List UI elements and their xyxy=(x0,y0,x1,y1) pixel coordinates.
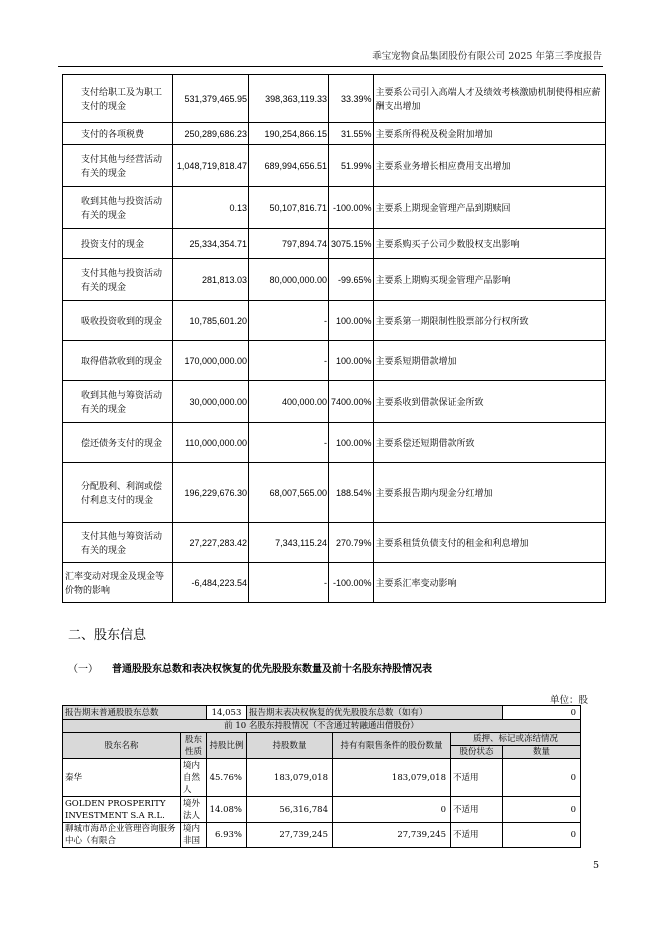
cashflow-change-table xyxy=(62,74,606,603)
cashflow-current: 196,229,676.30 xyxy=(173,463,249,523)
holder-ratio: 14.08% xyxy=(207,797,247,823)
holder-nature: 境外法人 xyxy=(181,797,207,823)
cashflow-reason: 主要系租赁负债支付的租金和利息增加 xyxy=(373,523,605,563)
holder-ratio: 6.93% xyxy=(207,823,247,848)
cashflow-change: -100.00% xyxy=(329,187,374,229)
holder-qty: 56,316,784 xyxy=(247,797,333,823)
cashflow-current: 30,000,000.00 xyxy=(173,381,249,423)
cashflow-prior: 689,994,656.51 xyxy=(249,145,329,187)
cashflow-item-name: 支付其他与筹资活动有关的现金 xyxy=(63,523,173,563)
cashflow-change: 100.00% xyxy=(329,423,374,463)
cashflow-change: 33.39% xyxy=(329,75,374,123)
table-row xyxy=(63,229,606,259)
cashflow-prior: 398,363,119.33 xyxy=(249,75,329,123)
shareholder-table xyxy=(62,705,581,848)
subsection-title xyxy=(68,660,432,675)
col-header-name: 股东名称 xyxy=(63,733,181,759)
cashflow-current: 250,289,686.23 xyxy=(173,123,249,145)
subsection-label: （一） xyxy=(68,664,98,675)
page-number: 5 xyxy=(593,860,600,871)
table-row xyxy=(63,75,606,123)
cashflow-current: 281,813.03 xyxy=(173,259,249,301)
cashflow-item-name: 支付其他与经营活动有关的现金 xyxy=(63,145,173,187)
cashflow-item-name: 分配股利、利润或偿付利息支付的现金 xyxy=(63,463,173,523)
col-header-pledge: 质押、标记或冻结情况 xyxy=(451,733,581,746)
holder-count: 0 xyxy=(503,797,581,823)
cashflow-change: -99.65% xyxy=(329,259,374,301)
page-header-title: 乖宝宠物食品集团股份有限公司 2025 年第三季度报告 xyxy=(372,51,602,62)
holder-nature: 境内非国 xyxy=(181,823,207,848)
table-row xyxy=(63,463,606,523)
holder-nature: 境内自然人 xyxy=(181,759,207,797)
cashflow-current: 110,000,000.00 xyxy=(173,423,249,463)
table-row xyxy=(63,523,606,563)
holder-status: 不适用 xyxy=(451,759,503,797)
holder-restricted: 0 xyxy=(333,797,451,823)
cashflow-change: 100.00% xyxy=(329,301,374,341)
cashflow-prior: - xyxy=(249,341,329,381)
col-header-qty: 持股数量 xyxy=(247,733,333,759)
cashflow-change: 188.54% xyxy=(329,463,374,523)
table-row xyxy=(63,823,581,848)
table-row xyxy=(63,381,606,423)
holder-restricted: 183,079,018 xyxy=(333,759,451,797)
cashflow-item-name: 吸收投资收到的现金 xyxy=(63,301,173,341)
cashflow-prior: - xyxy=(249,301,329,341)
cashflow-prior: 68,007,565.00 xyxy=(249,463,329,523)
cashflow-change: 31.55% xyxy=(329,123,374,145)
cashflow-change: 3075.15% xyxy=(329,229,374,259)
cashflow-prior: 190,254,866.15 xyxy=(249,123,329,145)
table-row xyxy=(63,187,606,229)
total-holders-label: 报告期末普通股股东总数 xyxy=(63,706,207,720)
col-header-restricted: 持有有限售条件的股份数量 xyxy=(333,733,451,759)
table-row xyxy=(63,797,581,823)
cashflow-current: 170,000,000.00 xyxy=(173,341,249,381)
cashflow-reason: 主要系所得税及税金附加增加 xyxy=(373,123,605,145)
table-row xyxy=(63,423,606,463)
holder-status: 不适用 xyxy=(451,797,503,823)
cashflow-change: -100.00% xyxy=(329,563,374,603)
cashflow-prior: 50,107,816.71 xyxy=(249,187,329,229)
cashflow-current: 0.13 xyxy=(173,187,249,229)
cashflow-item-name: 收到其他与投资活动有关的现金 xyxy=(63,187,173,229)
header-rule xyxy=(58,66,603,67)
cashflow-reason: 主要系上期购买现金管理产品影响 xyxy=(373,259,605,301)
cashflow-item-name: 支付其他与投资活动有关的现金 xyxy=(63,259,173,301)
cashflow-reason: 主要系购买子公司少数股权支出影响 xyxy=(373,229,605,259)
cashflow-reason: 主要系汇率变动影响 xyxy=(373,563,605,603)
cashflow-current: 27,227,283.42 xyxy=(173,523,249,563)
cashflow-change: 270.79% xyxy=(329,523,374,563)
cashflow-prior: - xyxy=(249,563,329,603)
holder-name: 聊城市海昂企业管理咨询服务中心（有限合 xyxy=(63,823,181,848)
cashflow-item-name: 支付的各项税费 xyxy=(63,123,173,145)
pref-holders-label: 报告期末表决权恢复的优先股股东总数（如有） xyxy=(247,706,503,720)
cashflow-current: -6,484,223.54 xyxy=(173,563,249,603)
cashflow-item-name: 收到其他与筹资活动有关的现金 xyxy=(63,381,173,423)
cashflow-reason: 主要系偿还短期借款所致 xyxy=(373,423,605,463)
col-header-ratio: 持股比例 xyxy=(207,733,247,759)
cashflow-prior: 80,000,000.00 xyxy=(249,259,329,301)
holder-restricted: 27,739,245 xyxy=(333,823,451,848)
table-row xyxy=(63,759,581,797)
subsection-text: 普通股股东总数和表决权恢复的优先股股东数量及前十名股东持股情况表 xyxy=(112,664,432,675)
pref-holders-value: 0 xyxy=(503,706,581,720)
cashflow-prior: - xyxy=(249,423,329,463)
table-row xyxy=(63,720,581,733)
col-header-count: 数量 xyxy=(503,746,581,759)
cashflow-reason: 主要系上期现金管理产品到期赎回 xyxy=(373,187,605,229)
table-row xyxy=(63,341,606,381)
cashflow-change: 7400.00% xyxy=(329,381,374,423)
cashflow-reason: 主要系收到借款保证金所致 xyxy=(373,381,605,423)
cashflow-current: 10,785,601.20 xyxy=(173,301,249,341)
cashflow-current: 531,379,465.95 xyxy=(173,75,249,123)
holder-ratio: 45.76% xyxy=(207,759,247,797)
holder-qty: 27,739,245 xyxy=(247,823,333,848)
table-header-row xyxy=(63,733,581,746)
cashflow-change: 51.99% xyxy=(329,145,374,187)
holder-count: 0 xyxy=(503,759,581,797)
table-row xyxy=(63,259,606,301)
cashflow-reason: 主要系第一期限制性股票部分行权所致 xyxy=(373,301,605,341)
holder-qty: 183,079,018 xyxy=(247,759,333,797)
holder-count: 0 xyxy=(503,823,581,848)
section-title: 二、股东信息 xyxy=(68,628,147,643)
cashflow-reason: 主要系短期借款增加 xyxy=(373,341,605,381)
holder-status: 不适用 xyxy=(451,823,503,848)
holder-name: GOLDEN PROSPERITY INVESTMENT S.A R.L. xyxy=(63,797,181,823)
table-row xyxy=(63,563,606,603)
table-row xyxy=(63,706,581,720)
cashflow-reason: 主要系公司引入高端人才及绩效考核激励机制使得相应薪酬支出增加 xyxy=(373,75,605,123)
table-row xyxy=(63,123,606,145)
cashflow-current: 25,334,354.71 xyxy=(173,229,249,259)
cashflow-item-name: 偿还债务支付的现金 xyxy=(63,423,173,463)
unit-label: 单位：股 xyxy=(550,695,589,706)
col-header-status: 股份状态 xyxy=(451,746,503,759)
cashflow-item-name: 汇率变动对现金及现金等价物的影响 xyxy=(63,563,173,603)
cashflow-current: 1,048,719,818.47 xyxy=(173,145,249,187)
cashflow-item-name: 取得借款收到的现金 xyxy=(63,341,173,381)
table-row xyxy=(63,145,606,187)
cashflow-item-name: 支付给职工及为职工支付的现金 xyxy=(63,75,173,123)
total-holders-value: 14,053 xyxy=(207,706,247,720)
cashflow-prior: 400,000.00 xyxy=(249,381,329,423)
cashflow-item-name: 投资支付的现金 xyxy=(63,229,173,259)
cashflow-reason: 主要系业务增长相应费用支出增加 xyxy=(373,145,605,187)
cashflow-change: 100.00% xyxy=(329,341,374,381)
cashflow-reason: 主要系报告期内现金分红增加 xyxy=(373,463,605,523)
col-header-nature: 股东性质 xyxy=(181,733,207,759)
holder-name: 秦华 xyxy=(63,759,181,797)
cashflow-prior: 7,343,115.24 xyxy=(249,523,329,563)
top10-caption: 前 10 名股东持股情况（不含通过转融通出借股份） xyxy=(63,720,581,733)
cashflow-prior: 797,894.74 xyxy=(249,229,329,259)
table-row xyxy=(63,301,606,341)
